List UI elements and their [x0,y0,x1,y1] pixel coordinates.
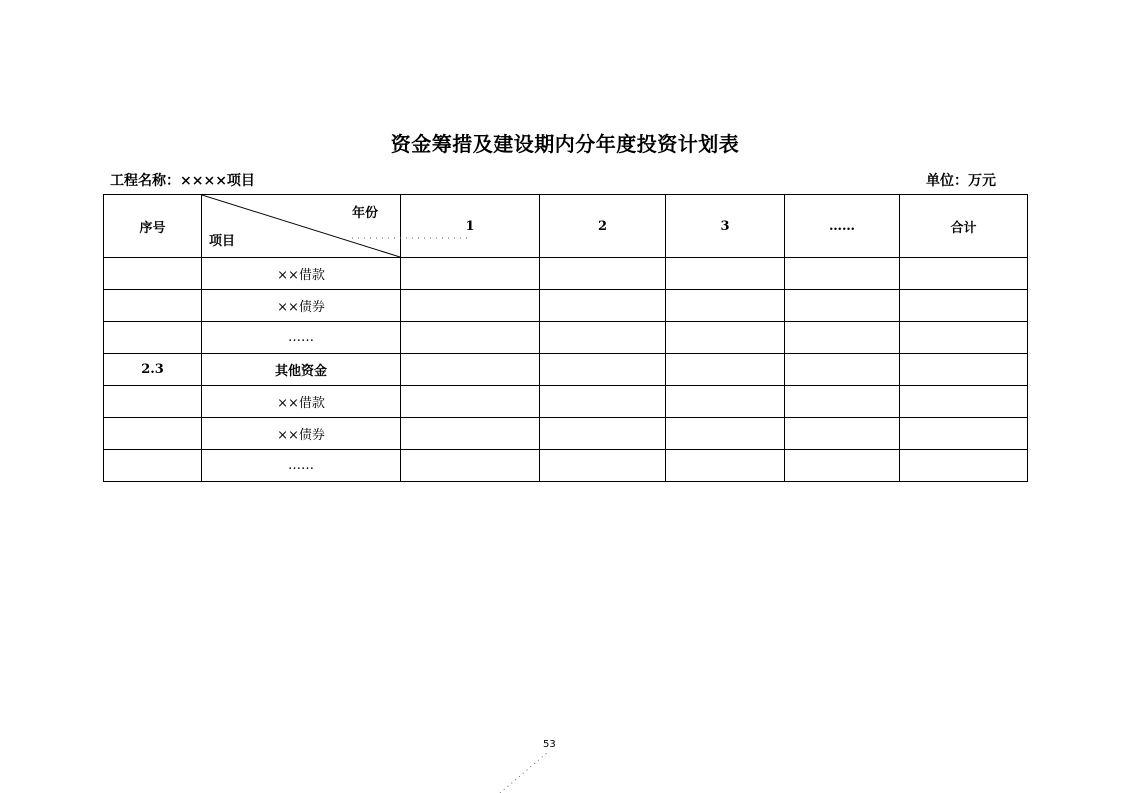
header-diagonal-cell [202,195,401,258]
row-cell [401,354,540,386]
row-cell [900,354,1028,386]
row-cell [785,290,900,322]
table-row [104,386,1028,418]
row-item: …… [202,322,401,354]
row-cell [401,322,540,354]
row-cell [785,418,900,450]
investment-plan-table [103,194,1028,482]
table-row [104,258,1028,290]
row-cell [540,322,666,354]
row-item: 其他资金 [202,354,401,386]
row-item: ××借款 [202,386,401,418]
row-cell [540,450,666,482]
header-year-1: 1 [401,195,540,258]
row-item: …… [202,450,401,482]
row-cell [666,258,785,290]
row-cell [785,450,900,482]
document-title: 资金筹措及建设期内分年度投资计划表 [390,132,740,156]
row-cell [540,354,666,386]
row-cell [540,290,666,322]
row-cell [540,386,666,418]
table-row [104,290,1028,322]
row-seq [104,450,202,482]
row-cell [666,418,785,450]
row-cell [785,258,900,290]
row-cell [785,354,900,386]
header-year-label: 年份 [351,206,378,221]
header-seq: 序号 [104,195,202,258]
row-cell [666,322,785,354]
row-item: ××债券 [202,418,401,450]
row-cell [900,450,1028,482]
row-seq [104,290,202,322]
row-cell [785,386,900,418]
row-cell [900,418,1028,450]
row-cell [401,290,540,322]
row-seq: 2.3 [104,354,202,386]
header-total: 合计 [900,195,1028,258]
page-number: 53 [543,739,556,750]
header-year-3: 3 [666,195,785,258]
unit-label: 单位：万元 [926,173,996,189]
header-year-ellipsis: …… [785,195,900,258]
row-item: ××债券 [202,290,401,322]
table-row [104,450,1028,482]
row-seq [104,258,202,290]
row-cell [666,450,785,482]
row-cell [900,258,1028,290]
row-cell [900,386,1028,418]
row-cell [785,322,900,354]
row-cell [900,322,1028,354]
row-seq [104,386,202,418]
row-item: ××借款 [202,258,401,290]
header-year-2: 2 [540,195,666,258]
row-cell [401,258,540,290]
row-cell [401,386,540,418]
row-cell [540,418,666,450]
row-cell [900,290,1028,322]
row-cell [401,418,540,450]
row-cell [666,386,785,418]
row-cell [540,258,666,290]
investment-plan-table-container [103,194,1027,481]
header-item-label: 项目 [209,234,236,249]
table-row [104,354,1028,386]
row-cell [666,354,785,386]
row-cell [401,450,540,482]
table-row [104,418,1028,450]
table-header-row [104,195,1028,258]
row-seq [104,322,202,354]
table-row [104,322,1028,354]
project-name-label: 工程名称：××××项目 [110,173,255,189]
row-seq [104,418,202,450]
row-cell [666,290,785,322]
